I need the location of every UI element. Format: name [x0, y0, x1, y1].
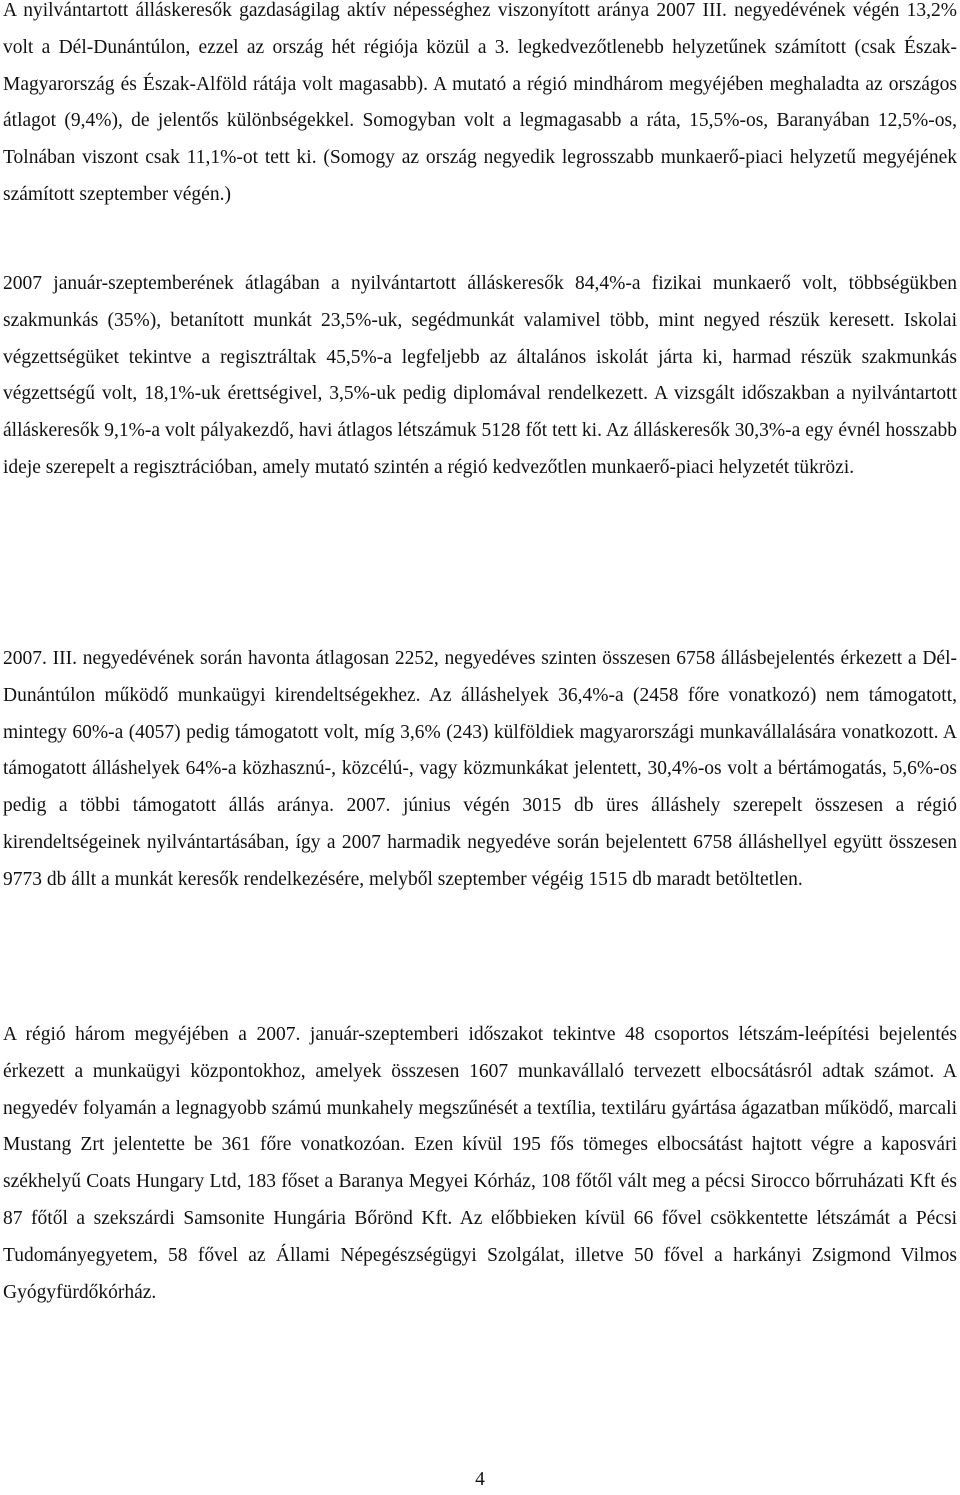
paragraph-jobseeker-composition: 2007 január-szeptemberének átlagában a nyilvántartott álláskeresők 84,4%-a fizikai munkaerő volt, többségükben szakmunkás (35%), betanított munkát 23,5%-uk, segédmunkát valamivel több, mint negyed részük keresett. Iskolai végzettségüket tekintve a regisztráltak 45,5%-a legfeljebb az általános iskolát járta ki, harmad részük szakmunkás végzettségű volt, 18,1%-uk érettségivel, 3,5%-uk pedig diplomával rendelkezett. A vizsgált időszakban a nyilvántartott álláskeresők 9,1%-a volt pályakezdő, havi átlagos létszámuk 5128 főt tett ki. Az álláskeresők 30,3%-a egy évnél hosszabb ideje szerepelt a regisztrációban, amely mutató szintén a régió kedvezőtlen munkaerő-piaci helyzetét tükrözi.: [3, 273, 957, 478]
paragraph-unemployment-rate: A nyilvántartott álláskeresők gazdaságilag aktív népességhez viszonyított aránya 2007 III. negyedévének végén 13,2% volt a Dél-Dunántúlon, ezzel az ország hét régiója közül a 3. legkedvezőtlenebb helyzetűnek számított (csak Észak-Magyarország és Észak-Alföld rátája volt magasabb). A mutató a régió mindhárom megyéjében meghaladta az országos átlagot (9,4%), de jelentős különbségekkel. Somogyban volt a legmagasabb a ráta, 15,5%-os, Baranyában 12,5%-os, Tolnában viszont csak 11,1%-ot tett ki. (Somogy az ország negyedik legrosszabb munkaerő-piaci helyzetű megyéjének számított szeptember végén.): [3, 0, 957, 205]
paragraph-job-vacancies: 2007. III. negyedévének során havonta átlagosan 2252, negyedéves szinten összesen 6758 állásbejelentés érkezett a Dél-Dunántúlon működő munkaügyi kirendeltségekhez. Az álláshelyek 36,4%-a (2458 főre vonatkozó) nem támogatott, mintegy 60%-a (4057) pedig támogatott volt, míg 3,6% (243) külföldiek magyarországi munkavállalására vonatkozott. A támogatott álláshelyek 64%-a közhasznú-, közcélú-, vagy közmunkákat jelentett, 30,4%-os volt a bértámogatás, 5,6%-os pedig a többi támogatott állás aránya. 2007. június végén 3015 db üres álláshely szerepelt összesen a régió kirendeltségeinek nyilvántartásában, így a 2007 harmadik negyedéve során bejelentett 6758 álláshellyel együtt összesen 9773 db állt a munkát keresők rendelkezésére, melyből szeptember végéig 1515 db maradt betöltetlen.: [3, 648, 957, 890]
paragraph-layoffs: A régió három megyéjében a 2007. január-szeptemberi időszakot tekintve 48 csoportos létszám-leépítési bejelentés érkezett a munkaügyi központokhoz, amelyek összesen 1607 munkavállaló tervezett elbocsátásról adtak számot. A negyedév folyamán a legnagyobb számú munkahely megszűnését a textília, textiláru gyártása ágazatban működő, marcali Mustang Zrt jelentette be 361 főre vonatkozóan. Ezen kívül 195 fős tömeges elbocsátást hajtott végre a kaposvári székhelyű Coats Hungary Ltd, 183 főset a Baranya Megyei Kórház, 108 főtől vált meg a pécsi Sirocco bőrruházati Kft és 87 főtől a szekszárdi Samsonite Hungária Bőrönd Kft. Az előbbieken kívül 66 fővel csökkentette létszámát a Pécsi Tudományegyetem, 58 fővel az Állami Népegészségügyi Szolgálat, illetve 50 fővel a harkányi Zsigmond Vilmos Gyógyfürdőkórház.: [3, 1024, 957, 1303]
page-number: 4: [475, 1469, 485, 1490]
